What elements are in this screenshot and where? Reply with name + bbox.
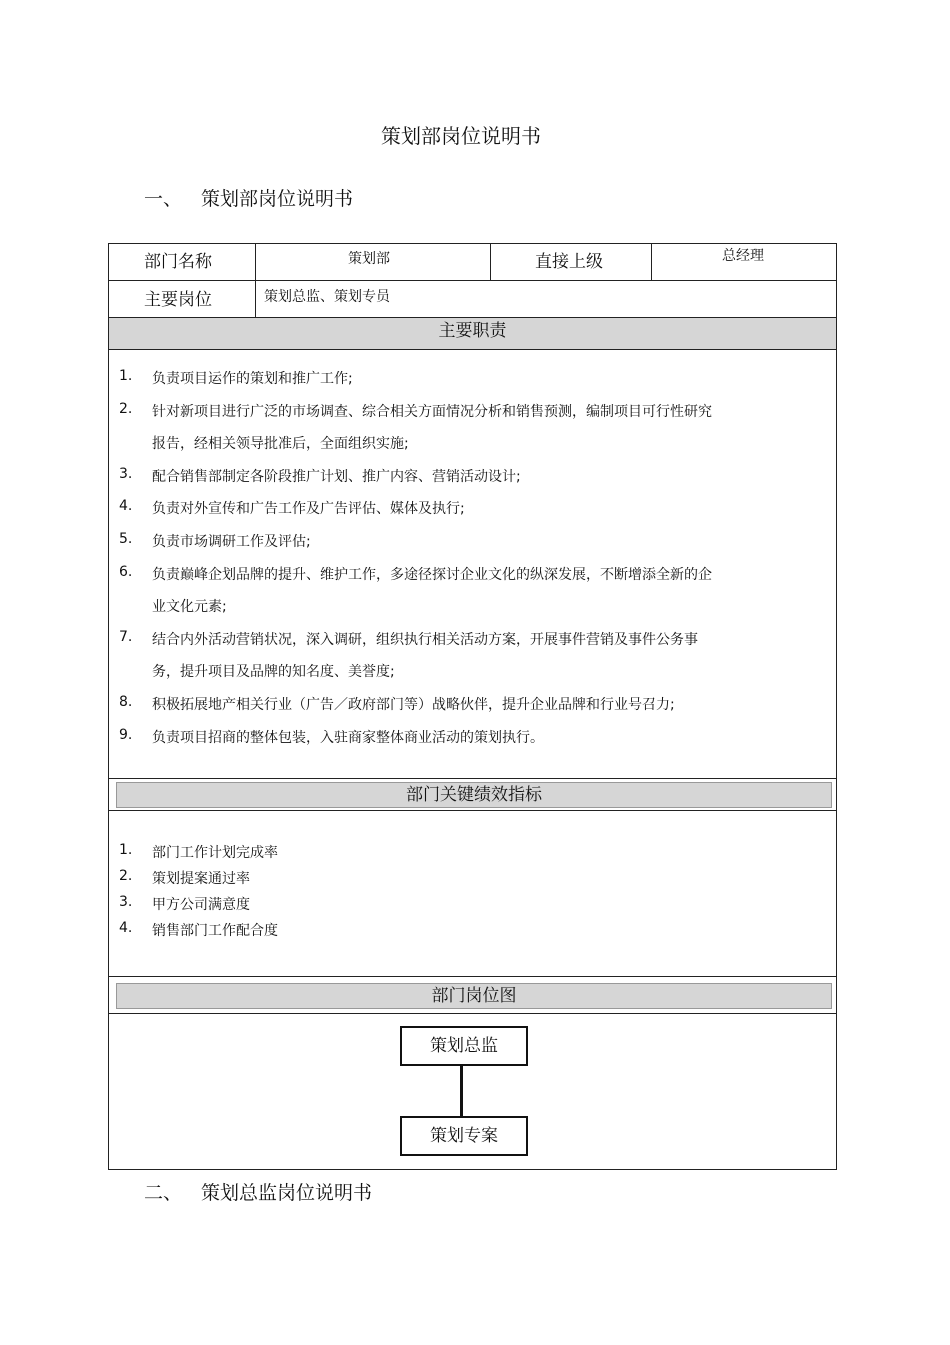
job-description-table [108,243,837,1170]
duty-item-text: 负责对外宣传和广告工作及广告评估、媒体及执行; [152,501,465,518]
duty-item-text: 负责巅峰企划品牌的提升、维护工作，多途径探讨企业文化的纵深发展，不断增添全新的企 [152,566,712,583]
dept-name-label: 部门名称 [144,252,212,272]
duty-item-number: 3. [119,465,133,482]
dept-name-value: 策划部 [348,251,390,267]
duty-item-number: 2. [119,400,133,417]
superior-value: 总经理 [722,248,764,264]
org-connector-line [460,1066,463,1116]
duty-item-number: 4. [119,498,133,515]
duty-item-number: 8. [119,694,133,710]
kpi-item-number: 3. [119,894,133,910]
section-2-title: 策划总监岗位说明书 [201,1182,373,1204]
duty-item-text: 务，提升项目及品牌的知名度、美誉度; [152,664,395,681]
duty-item-number: 1. [119,368,133,384]
duty-item-text: 报告，经相关领导批准后，全面组织实施; [152,436,409,453]
kpi-item-number: 4. [119,920,133,936]
duty-item-text: 负责市场调研工作及评估; [152,534,311,550]
org-box-director: 策划总监 [400,1026,528,1066]
duty-item-number: 7. [119,628,133,645]
document-title: 策划部岗位说明书 [381,124,541,148]
kpi-item-text: 部门工作计划完成率 [152,845,278,861]
kpi-item-number: 1. [119,842,133,858]
org-chart-heading: 部门岗位图 [116,983,832,1009]
duty-item-number: 9. [119,726,133,743]
superior-label: 直接上级 [535,252,603,272]
duty-item-text: 针对新项目进行广泛的市场调查、综合相关方面情况分析和销售预测，编制项目可行性研究 [152,403,712,420]
kpi-item-text: 甲方公司满意度 [152,897,250,913]
duty-item-text: 业文化元素; [152,599,227,616]
duty-item-number: 6. [119,563,133,580]
duty-item-text: 积极拓展地产相关行业（广告／政府部门等）战略伙伴，提升企业品牌和行业号召力; [152,697,675,713]
duty-item-text: 负责项目运作的策划和推广工作; [152,371,353,387]
kpi-item-number: 2. [119,868,133,884]
kpi-item-text: 销售部门工作配合度 [152,923,278,939]
kpi-heading: 部门关键绩效指标 [116,782,832,808]
section-1-number: 一、 [144,188,183,210]
duty-item-number: 5. [119,531,133,547]
positions-value: 策划总监、策划专员 [264,289,390,305]
duty-item-text: 结合内外活动营销状况，深入调研，组织执行相关活动方案，开展事件营销及事件公务事 [152,631,698,648]
kpi-item-text: 策划提案通过率 [152,871,250,887]
positions-label: 主要岗位 [144,290,212,310]
org-box-specialist: 策划专案 [400,1116,528,1156]
duties-heading: 主要职责 [109,318,836,349]
duty-item-text: 负责项目招商的整体包装，入驻商家整体商业活动的策划执行。 [152,729,544,746]
section-1-title: 策划部岗位说明书 [201,188,354,210]
section-2-number: 二、 [144,1182,183,1204]
duty-item-text: 配合销售部制定各阶段推广计划、推广内容、营销活动设计; [152,468,521,485]
